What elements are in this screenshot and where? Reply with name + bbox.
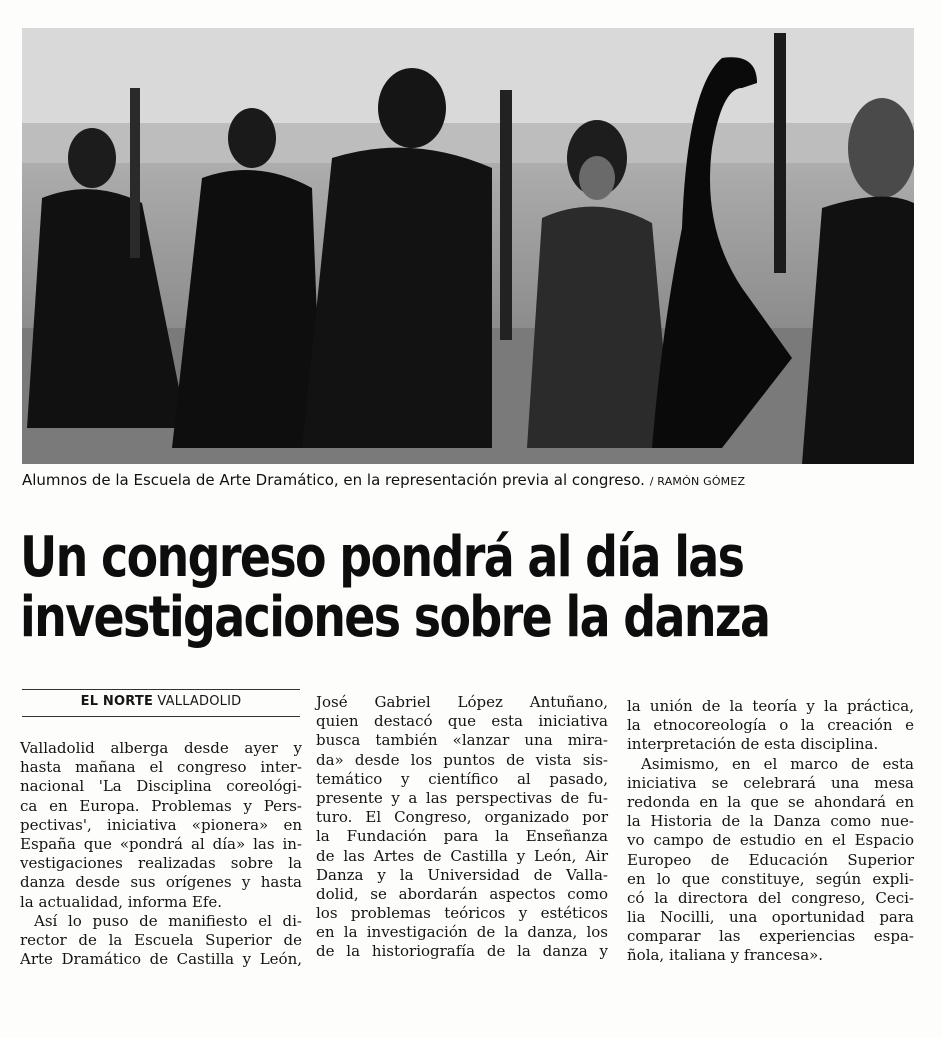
byline [22,694,300,709]
article-line: la Fundación para la Enseñanza [316,827,608,846]
article-line: Danza y la Universidad de Valla- [316,865,608,884]
article-line: la actualidad, informa Efe. [20,892,223,911]
article-column-1 [20,739,302,969]
photo-credit: / RAMÓN GÓMEZ [649,475,746,488]
photo-caption [22,470,914,492]
byline-location: VALLADOLID [157,694,242,709]
article-line: có la directora del congreso, Ceci- [627,888,914,907]
article-line: vo campo de estudio en el Espacio [627,831,914,850]
article-line: la Historia de la Danza como nue- [627,812,914,831]
article-line: los problemas teóricos y estéticos [316,904,608,923]
article-line: España que «pondrá al día» las in- [20,834,302,853]
headline-line-1: Un congreso pondrá al día las [20,525,744,590]
article-line: en la investigación de la danza, los [316,923,608,942]
article-line: rector de la Escuela Superior de [20,930,302,949]
headline [20,525,770,650]
news-photo [22,28,914,464]
article-line: Europeo de Educación Superior [627,850,914,869]
article-line: presente y a las perspectivas de fu- [316,788,608,807]
article-line: turo. El Congreso, organizado por [316,808,608,827]
article-line: de la historiografía de la danza y [316,942,608,961]
article-line: da» desde los puntos de vista sis- [316,750,608,769]
article-line: ca en Europa. Problemas y Pers- [20,796,302,815]
article-line: Asimismo, en el marco de esta [641,754,914,773]
article-line: lia Nocilli, una oportunidad para [627,908,914,927]
article-line: ñola, italiana y francesa». [627,946,824,965]
article-column-3 [627,697,914,966]
article-line: dolid, se abordarán aspectos como [316,884,608,903]
article-line: vestigaciones realizadas sobre la [20,854,302,873]
article-line: pectivas', iniciativa «pionera» en [20,815,302,834]
article-line: hasta mañana el congreso inter- [20,758,302,777]
byline-rule-bottom [22,716,300,717]
article-column-2 [316,693,608,962]
article-line: danza desde sus orígenes y hasta [20,873,302,892]
article-line: redonda en la que se ahondará en [627,792,914,811]
article-line: nacional 'La Disciplina coreológi- [20,777,302,796]
article-line: de las Artes de Castilla y León, Air [316,846,608,865]
byline-rule-top [22,689,300,690]
article-line: temático y científico al pasado, [316,769,608,788]
article-line: José Gabriel López Antuñano, [316,693,608,711]
headline-line-2: investigaciones sobre la danza [20,585,770,650]
article-line: Valladolid alberga desde ayer y [20,739,302,757]
article-line: la unión de la teoría y la práctica, [627,697,914,715]
photo-procession-illustration [22,28,914,464]
article-line: Así lo puso de manifiesto el di- [34,911,302,930]
article-line: iniciativa se celebrará una mesa [627,773,914,792]
caption-text: Alumnos de la Escuela de Arte Dramático, en la representación previa al congreso. [22,471,645,489]
article-line: Arte Dramático de Castilla y León, [20,950,302,969]
article-line: quien destacó que esta iniciativa [316,712,608,731]
article-line: comparar las experiencias espa- [627,927,914,946]
article-line: la etnocoreología o la creación e [627,716,914,735]
article-line: busca también «lanzar una mira- [316,731,608,750]
article-line: interpretación de esta disciplina. [627,735,879,754]
article-line: en lo que constituye, según expli- [627,869,914,888]
byline-source: EL NORTE [80,694,154,709]
